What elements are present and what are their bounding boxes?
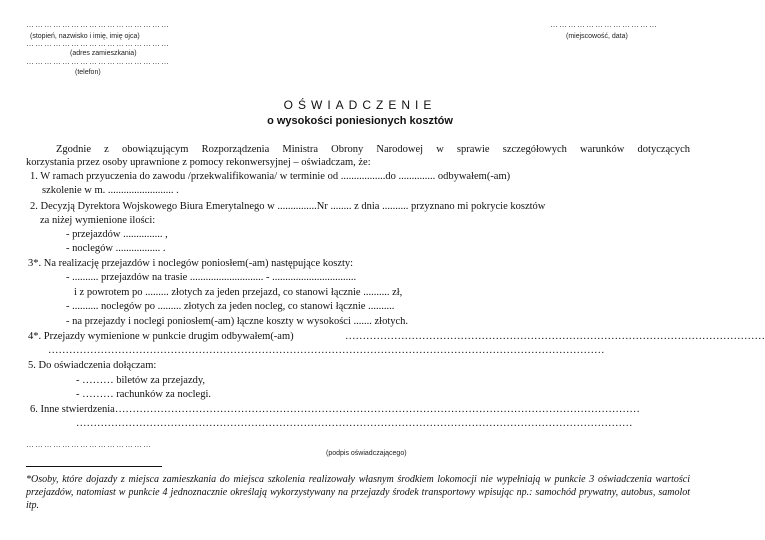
item-4-dots-2: …………………………………………………………………………………………………………………………………………… [48,345,605,356]
item-2-trips: - przejazdów ............... , [66,229,168,240]
item-3-line-3: i z powrotem po ......... złotych za jeden przejazd, co stanowi łącznie .......... zł, [74,287,403,298]
signature-label: (podpis oświadczającego) [326,450,407,457]
phone-dots: ………………………………………… [26,57,170,66]
item-4-line-1: 4*. Przejazdy wymienione w punkcie drugim odbywałem(-am) [28,331,294,342]
name-dots: ………………………………………… [26,20,170,29]
intro-line-1: Zgodnie z obowiązującym Rozporządzenia Ministra Obrony Narodowej w sprawie szczegółowych warunków dotyczących [56,144,690,155]
phone-label: (telefon) [75,69,101,76]
address-dots: ………………………………………… [26,39,170,48]
document-title: OŚWIADCZENIE [283,98,437,112]
place-date-dots: ……………………………… [550,20,658,29]
item-1-line-2: szkolenie w m. ......................... . [42,185,179,196]
signature-dots: …………………………………… [26,440,152,449]
intro-line-2: korzystania przez osoby uprawnione z pomocy rekonwersyjnej – oświadczam, że: [26,157,371,168]
item-3-line-5: - na przejazdy i noclegi poniosłem(-am) łączne koszty w wysokości ....... złotych. [66,316,409,327]
place-date-label: (miejscowość, data) [566,33,628,40]
item-4-dots-1: ………………………………………………………………………………………………………… [345,331,765,342]
address-label: (adres zamieszkania) [70,50,137,57]
item-2-nights: - noclegów ................. . [66,243,166,254]
footnote: *Osoby, które dojazdy z miejsca zamieszkania do miejsca szkolenia realizowały własnym środkiem lokomocji nie wypełniają w punkcie 3 oświadczenia wartości przejazdów, natomiast w punkcie 4 jednoznacznie określają wykorzystywany na przejazdy środek transportowy wpisując np.: samochód prywatny, autobus, samolot itp. [26,474,690,511]
item-3-line-2: - .......... przejazdów na trasie ............................ - ................................ [66,272,357,283]
item-5-line-1: 5. Do oświadczenia dołączam: [28,360,157,371]
item-1-line-1: 1. W ramach przyuczenia do zawodu /przekwalifikowania/ w terminie od .................do .............. odbywałem(-am) [30,171,511,182]
item-6-line-1: 6. Inne stwierdzenia…………………………………………………………………………………………………………………………………… [30,404,640,415]
item-6-dots-2: …………………………………………………………………………………………………………………………………………… [76,418,633,429]
name-label: (stopień, nazwisko i imię, imię ojca) [30,33,140,40]
item-5-bills: - ……… rachunków za noclegi. [76,389,211,400]
item-5-tickets: - ……… biletów za przejazdy, [76,375,206,386]
item-3-line-4: - .......... noclegów po ......... złotych za jeden nocleg, co stanowi łącznie .......... [66,301,395,312]
item-2-line-1: 2. Decyzją Dyrektora Wojskowego Biura Emerytalnego w ...............Nr ........ z dnia .......... przyznano mi pokrycie kosztów [30,201,546,212]
document-subtitle: o wysokości poniesionych kosztów [267,115,453,127]
item-3-line-1: 3*. Na realizację przejazdów i noclegów poniosłem(-am) następujące koszty: [28,258,354,269]
footnote-separator [26,466,162,467]
item-2-line-2: za niżej wymienione ilości: [40,215,156,226]
